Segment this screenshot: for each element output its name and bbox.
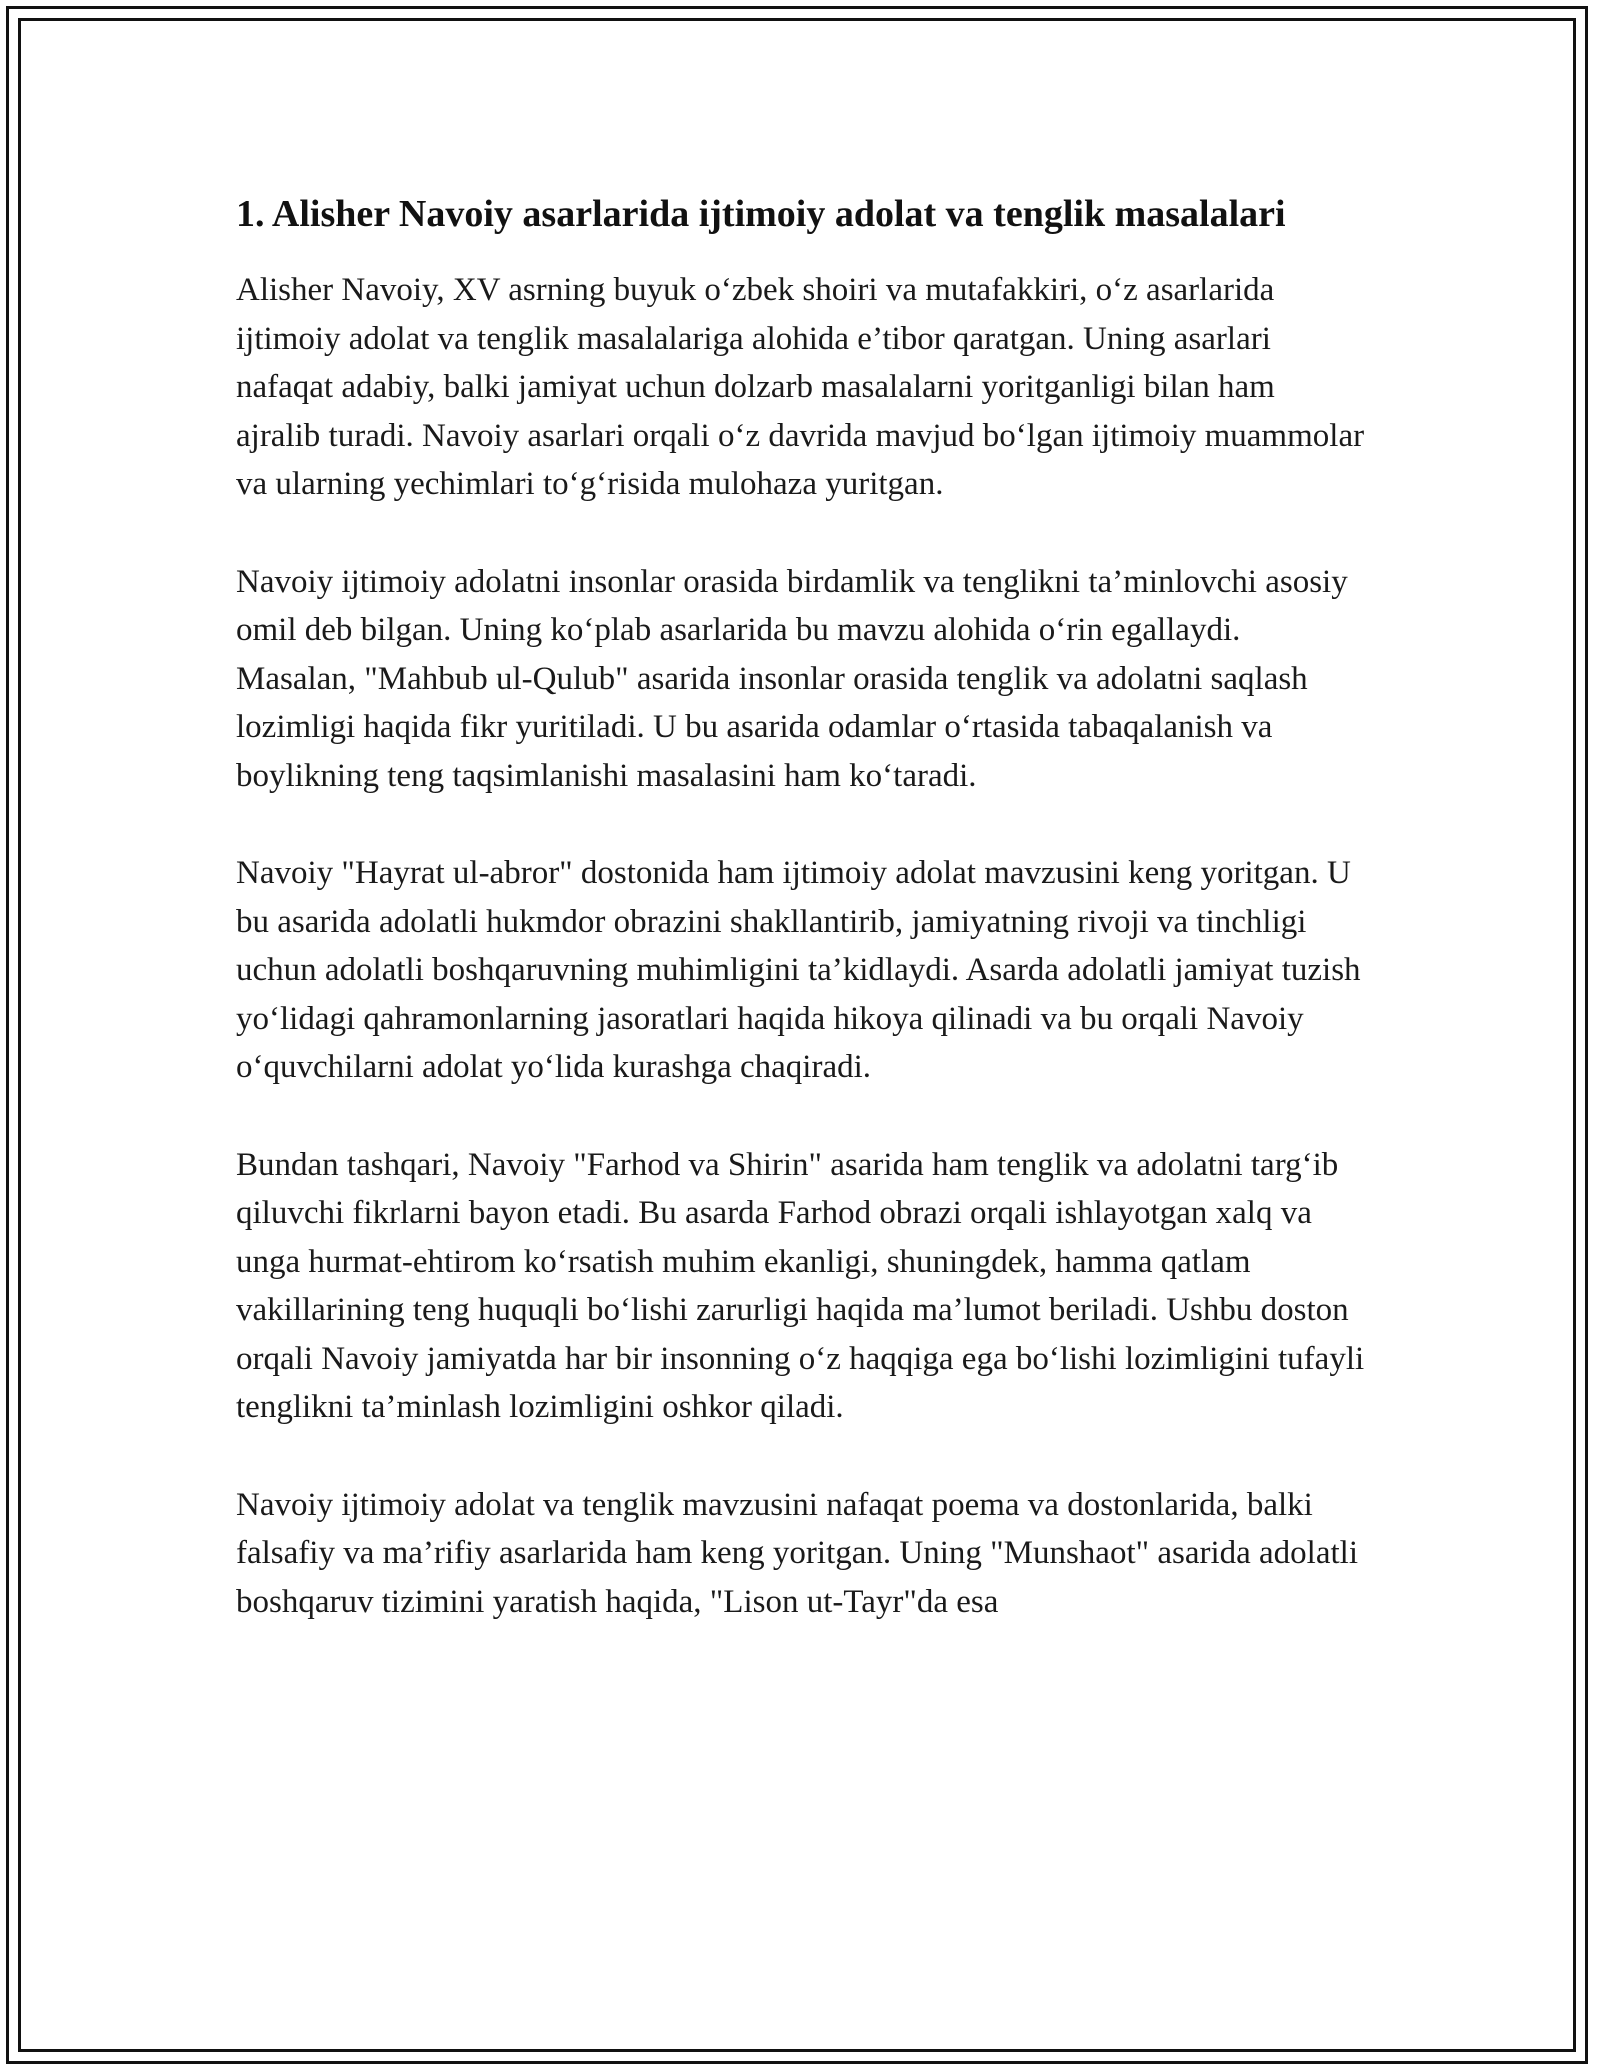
document-content [236,186,1366,1626]
paragraph-3: Navoiy "Hayrat ul-abror" dostonida ham ijtimoiy adolat mavzusini keng yoritgan. U bu asarida adolatli hukmdor obrazini shakllantirib, jamiyatning rivoji va tinchligi uchun adolatli boshqaruvning muhimligini ta’kidlaydi. Asarda adolatli jamiyat tuzish yo‘lidagi qahramonlarning jasoratlari haqida hikoya qilinadi va bu orqali Navoiy o‘quvchilarni adolat yo‘lida kurashga chaqiradi. [236,855,1361,1085]
paragraph-1: Alisher Navoiy, XV asrning buyuk o‘zbek shoiri va mutafakkiri, o‘z asarlarida ijtimoiy adolat va tenglik masalalariga alohida e’tibor qaratgan. Uning asarlari nafaqat adabiy, balki jamiyat uchun dolzarb masalalarni yoritganligi bilan ham ajralib turadi. Navoiy asarlari orqali o‘z davrida mavjud bo‘lgan ijtimoiy muammolar va ularning yechimlari to‘g‘risida mulohaza yuritgan. [236,272,1365,502]
paragraph-4: Bundan tashqari, Navoiy "Farhod va Shirin" asarida ham tenglik va adolatni targ‘ib qiluvchi fikrlarni bayon etadi. Bu asarda Farhod obrazi orqali ishlayotgan xalq va unga hurmat-ehtirom ko‘rsatish muhim ekanligi, shuningdek, hamma qatlam vakillarining teng huquqli bo‘lishi zarurligi haqida ma’lumot beriladi. Ushbu doston orqali Navoiy jamiyatda har bir insonning o‘z haqqiga ega bo‘lishi lozimligini tufayli tenglikni ta’minlash lozimligini oshkor qiladi. [236,1146,1365,1425]
section-heading: 1. Alisher Navoiy asarlarida ijtimoiy adolat va tenglik masalalari [236,193,1286,235]
paragraph-5: Navoiy ijtimoiy adolat va tenglik mavzusini nafaqat poema va dostonlarida, balki falsafiy va ma’rifiy asarlarida ham keng yoritgan. Uning "Munshaot" asarida adolatli boshqaruv tizimini yaratish haqida, "Lison ut-Tayr"da esa [236,1486,1358,1620]
paragraph-2: Navoiy ijtimoiy adolatni insonlar orasida birdamlik va tenglikni ta’minlovchi asosiy omil deb bilgan. Uning ko‘plab asarlarida bu mavzu alohida o‘rin egallaydi. Masalan, "Mahbub ul-Qulub" asarida insonlar orasida tenglik va adolatni saqlash lozimligi haqida fikr yuritiladi. U bu asarida odamlar o‘rtasida tabaqalanish va boylikning teng taqsimlanishi masalasini ham ko‘taradi. [236,563,1348,794]
